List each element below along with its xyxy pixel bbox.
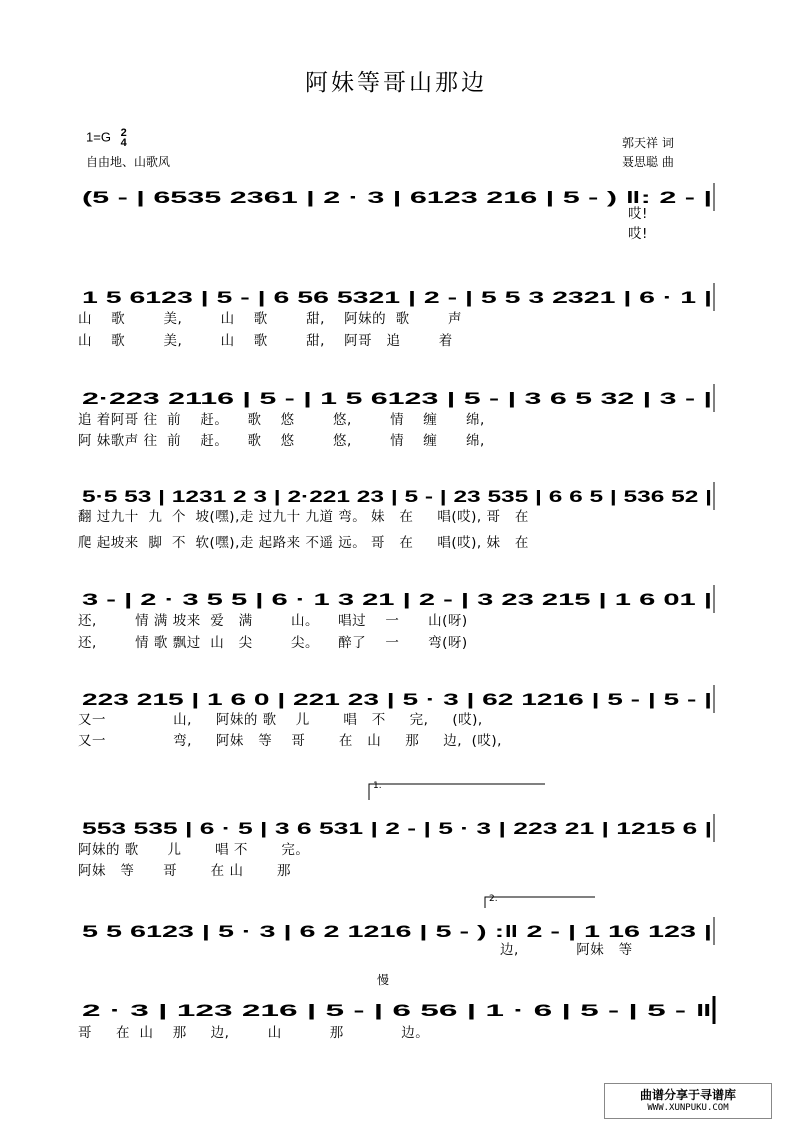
lyric-line-7-2: 阿妹 等 哥 在 山 那 (78, 863, 291, 879)
lyric-line-8-1: 边, 阿妹 等 (500, 942, 633, 958)
lyric-line-7-1: 阿妹的 歌 儿 唱 不 完。 (78, 842, 310, 858)
volta2-label: 2. (489, 894, 498, 904)
lyric-line-5-1: 还, 情 满 坡来 爱 满 山。 唱过 一 山(呀) (78, 613, 468, 629)
lyric-line-2-1: 山 歌 美, 山 歌 甜, 阿妹的 歌 声 (78, 311, 462, 327)
volta1-bracket (369, 784, 545, 800)
notation-row-3: 2·223 2116 | 5 - | 1 5 6123 | 5 - | 3 6 5 32 | 3 - | (82, 389, 712, 408)
key-text: 1=G (86, 129, 111, 145)
footer-watermark (604, 1083, 772, 1119)
lyric-line-1-1: 哎! (628, 206, 648, 222)
lyric-line-2-2: 山 歌 美, 山 歌 甜, 阿哥 追 着 (78, 333, 453, 349)
lyric-line-1-2: 哎! (628, 226, 648, 242)
composer-credit: 聂思聪 曲 (622, 155, 674, 169)
notation-row-7: 553 535 | 6 · 5 | 3 6 531 | 2 - | 5 · 3 | 223 21 | 1215 6 | (82, 819, 712, 838)
page-title: 阿妹等哥山那边 (305, 70, 487, 96)
lyric-line-3-2: 阿 妹歌声 往 前 赶。 歌 悠 悠, 情 缠 绵, (78, 433, 485, 449)
footer-url: WWW.XUNPUKU.COM (647, 1103, 729, 1113)
lyric-line-9-1: 哥 在 山 那 边, 山 那 边。 (78, 1025, 430, 1041)
lyric-line-4-1: 翻 过九十 九 个 坡(嘿),走 过九十 九道 弯。 妹 在 唱(哎), 哥 在 (78, 509, 529, 525)
notation-row-9: 2 · 3 | 123 216 | 5 - | 6 56 | 1 · 6 | 5 - | 5 - ‖ (82, 1001, 712, 1020)
slow-mark: 慢 (377, 973, 390, 987)
notation-row-1: (5 - | 6535 2361 | 2 · 3 | 6123 216 | 5 - ) ‖: 2 - | (82, 188, 712, 207)
lyric-line-4-2: 爬 起坡来 脚 不 软(嘿),走 起路来 不遥 远。 哥 在 唱(哎), 妹 在 (78, 535, 529, 551)
notation-row-4: 5·5 53 | 1231 2 3 | 2·221 23 | 5 - | 23 535 | 6 6 5 | 536 52 | (82, 487, 712, 506)
time-sig-bottom: 4 (120, 137, 127, 149)
lyric-line-3-1: 追 着阿哥 往 前 赶。 歌 悠 悠, 情 缠 绵, (78, 412, 485, 428)
notation-row-8: 5 5 6123 | 5 · 3 | 6 2 1216 | 5 - ) :‖ 2 - | 1 16 123 | (82, 922, 712, 941)
lyric-line-5-2: 还, 情 歌 飘过 山 尖 尖。 醉了 一 弯(呀) (78, 635, 468, 651)
tempo-style: 自由地、山歌风 (86, 155, 171, 169)
volta1-label: 1. (373, 781, 382, 791)
volta-marks (369, 784, 595, 908)
footer-name: 曲谱分享于寻谱库 (639, 1088, 736, 1102)
time-sig-top: 2 (120, 127, 127, 139)
lyric-line-6-1: 又一 山, 阿妹的 歌 儿 唱 不 完, (哎), (78, 712, 483, 728)
lyric-line-6-2: 又一 弯, 阿妹 等 哥 在 山 那 边, (哎), (78, 733, 502, 749)
volta2-bracket (485, 897, 595, 908)
lyricist-credit: 郭天祥 词 (622, 136, 674, 150)
notation-row-6: 223 215 | 1 6 0 | 221 23 | 5 · 3 | 62 1216 | 5 - | 5 - | (82, 690, 712, 709)
notation-row-5: 3 - | 2 · 3 5 5 | 6 · 1 3 21 | 2 - | 3 23 215 | 1 6 01 | (82, 590, 712, 609)
notation-row-2: 1 5 6123 | 5 - | 6 56 5321 | 2 - | 5 5 3 2321 | 6 · 1 | (82, 288, 712, 307)
